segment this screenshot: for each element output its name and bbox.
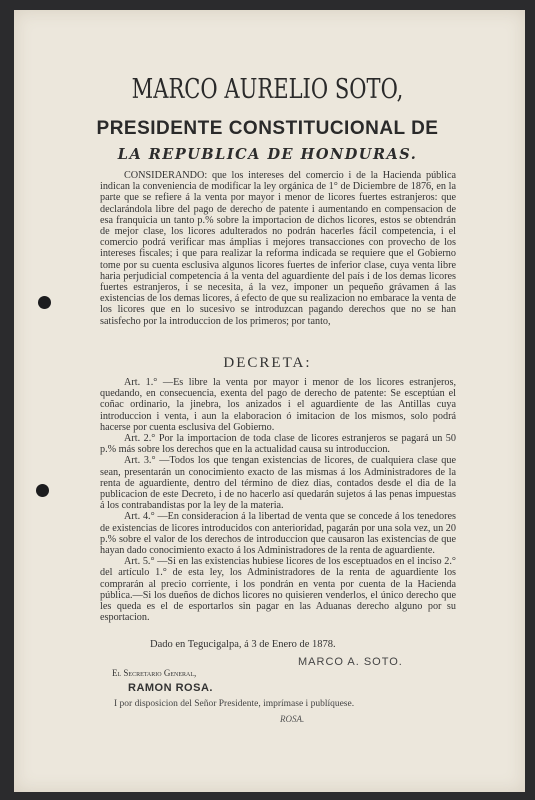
date-line: Dado en Tegucigalpa, á 3 de Enero de 1878. bbox=[150, 639, 336, 650]
considerando-paragraph: CONSIDERANDO: que los intereses del comercio i de la Hacienda pública indican la conveniencia de modificar la ley orgánica de 1° de Diciembre de 1876, en la parte que se refiere á la venta por mayor i menor de licores fuertes estranjeros: que declarándola libre del pago de derecho de patente i aumentando en compensacion de esa franquicia un tanto p.% sobre la importacion de dichos licores, estos se obtendrán de mejor clase, los licores adulterados no podrán hacerles fácil competencia, i el comercio podrá verificar mas ámplias i mejores transacciones con provecho de los intereses fiscales; i que para realizar la reforma indicada se requiere que el Gobierno tome por su cuenta esclusiva algunos licores fuertes de inferior clase, cuya venta libre haria perjudicial competencia á la venta del aguardiente del país i de los demas licores fuertes estranjeros, i se necesita, á la vez, imponer un pequeño grávamen á las existencias de los demas licores, á efecto de que su realizacion no embarace la venta de los licores que en lo sucesivo se introduzcan pagando derechos que no se han satisfecho por la introduccion de los primeros; por tanto, bbox=[100, 170, 456, 327]
punch-hole bbox=[38, 296, 51, 309]
secretary-title: El Secretario General, bbox=[112, 668, 197, 678]
article-4: Art. 4.° —En consideracion á la libertad de venta que se concede á los tenedores de existencias de licores introducidos con anterioridad, pagarán por una sola vez, un 20 p.% sobre el valor de los derechos de introduccion que causaron las existencias de que hayan dado conocimiento exacto á los Administradores de la renta de aguardiente. bbox=[100, 511, 456, 557]
article-5: Art. 5.° —Si en las existencias hubiese licores de los esceptuados en el inciso 2.° del artículo 1.° de esta ley, los Administradores de la renta de aguardiente los comprarán al precio corriente, i los pondrán en venta por cuenta de la Hacienda pública.—Si los dueños de dichos licores no quisieren venderlos, el único derecho que les queda es el de esportarlos sin pagar en las Aduanas derecho alguno por su esportacion. bbox=[100, 556, 456, 624]
country-title: LA REPUBLICA DE HONDURAS. bbox=[117, 146, 418, 163]
president-signature: MARCO A. SOTO. bbox=[298, 656, 403, 668]
article-2: Art. 2.° Por la importacion de toda clase de licores estranjeros se pagará un 50 p.% más sobre los derechos que en la actualidad causa su introduccion. bbox=[100, 433, 456, 456]
article-1: Art. 1.° —Es libre la venta por mayor i menor de los licores estranjeros, quedando, en consecuencia, exenta del pago de derecho de patente: Se esceptúan el coñac ordinario, la jinebra, los anizados i el aguardiente de las Antillas cuya introduccion i venta, i aun la elaboracion ó imitacion de los mismos, solo podrá hacerse por cuenta esclusiva del Gobierno. bbox=[100, 377, 456, 433]
considerando-block bbox=[100, 170, 456, 327]
president-name: MARCO AURELIO SOTO, bbox=[131, 74, 404, 105]
decreta-heading: DECRETA: bbox=[223, 355, 312, 371]
punch-hole bbox=[36, 484, 49, 497]
publication-order: I por disposicion del Señor Presidente, imprímase i publíquese. bbox=[114, 699, 355, 709]
secretary-name: RAMON ROSA. bbox=[128, 682, 213, 694]
article-3: Art. 3.° —Todos los que tengan existencias de licores, de cualquiera clase que sean, presentarán un conocimiento exacto de las mismas á los Administradores de la renta de aguardiente, dentro del término de diez dias, contados desde el dia de la publicacion de este Decreto, i de no hacerlo así quedarán sujetos á las penas impuestas á los contrabandistas por la ley de la materia. bbox=[100, 455, 456, 512]
office-title: PRESIDENTE CONSTITUCIONAL DE bbox=[96, 118, 439, 139]
articles-block bbox=[100, 377, 456, 623]
countersignature: ROSA. bbox=[280, 714, 305, 724]
